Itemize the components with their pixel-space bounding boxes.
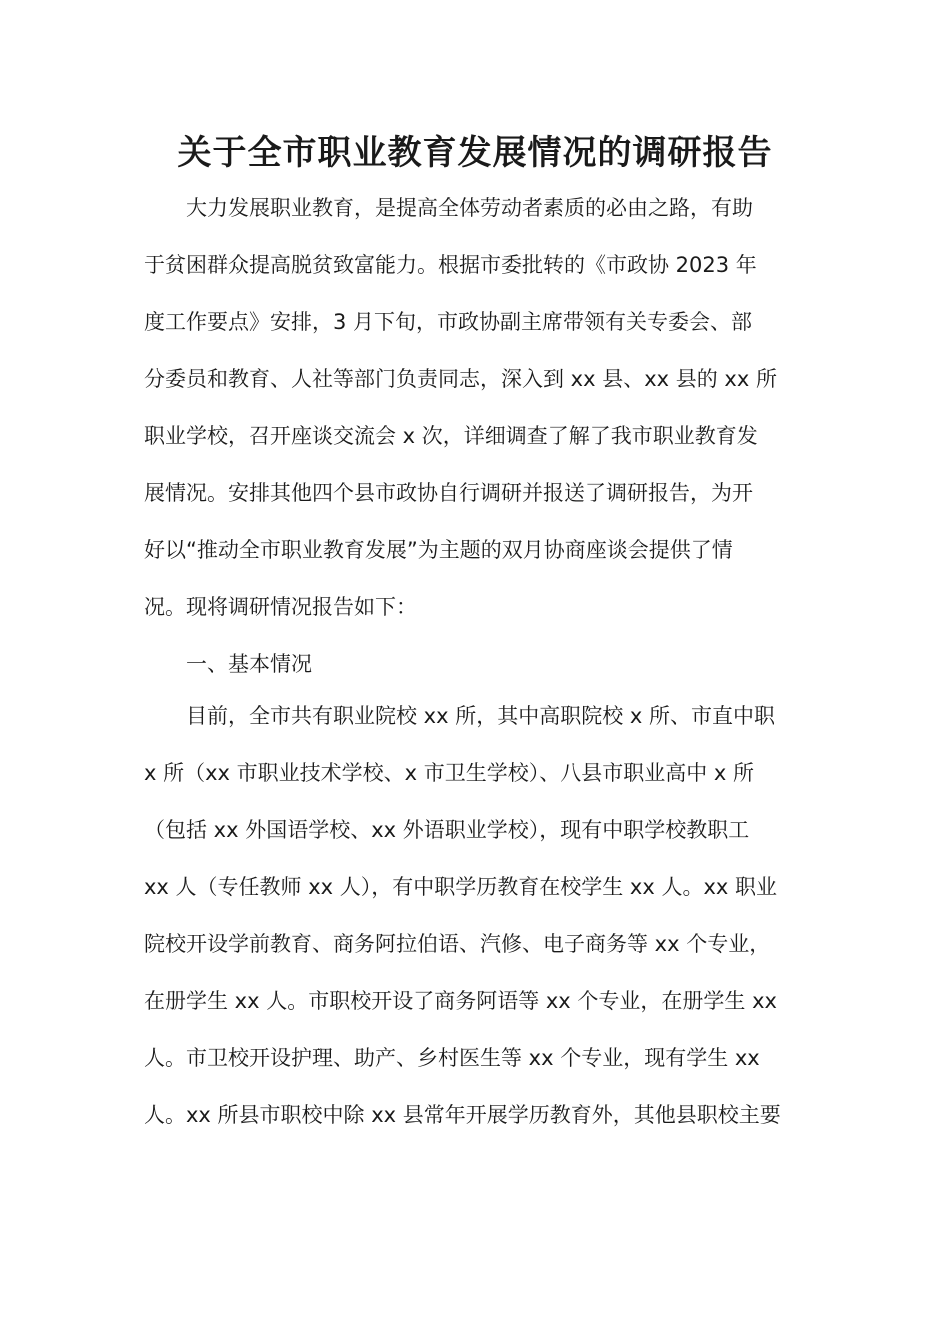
paragraph-line: 目前，全市共有职业院校 xx 所，其中高职院校 x 所、市直中职 [186,704,775,728]
document-title: 关于全市职业教育发展情况的调研报告 [177,133,773,173]
paragraph-line: 展情况。安排其他四个县市政协自行调研并报送了调研报告，为开 [144,481,753,505]
paragraph-line: x 所（xx 市职业技术学校、x 市卫生学校）、八县市职业高中 x 所 [144,761,755,785]
paragraph-line: 好以“推动全市职业教育发展”为主题的双月协商座谈会提供了情 [144,538,733,562]
paragraph-line: 度工作要点》安排，3 月下旬，市政协副主席带领有关专委会、部 [144,310,753,334]
paragraph-line: 于贫困群众提高脱贫致富能力。根据市委批转的《市政协 2023 年 [144,253,757,277]
paragraph-line: 人。xx 所县市职校中除 xx 县常年开展学历教育外，其他县职校主要 [144,1103,781,1127]
paragraph-line: 大力发展职业教育，是提高全体劳动者素质的必由之路，有助 [186,196,753,220]
paragraph-line: 分委员和教育、人社等部门负责同志，深入到 xx 县、xx 县的 xx 所 [144,367,777,391]
paragraph-line: 职业学校，召开座谈交流会 x 次，详细调查了解了我市职业教育发 [144,424,758,448]
section-heading: 一、基本情况 [186,652,312,676]
paragraph-line: （包括 xx 外国语学校、xx 外语职业学校），现有中职学校教职工 [144,818,750,842]
paragraph-line: 况。现将调研情况报告如下： [144,595,417,619]
paragraph-line: 在册学生 xx 人。市职校开设了商务阿语等 xx 个专业，在册学生 xx [144,989,777,1013]
paragraph-line: xx 人（专任教师 xx 人），有中职学历教育在校学生 xx 人。xx 职业 [144,875,777,899]
paragraph-line: 人。市卫校开设护理、助产、乡村医生等 xx 个专业，现有学生 xx [144,1046,760,1070]
paragraph-line: 院校开设学前教育、商务阿拉伯语、汽修、电子商务等 xx 个专业， [144,932,771,956]
